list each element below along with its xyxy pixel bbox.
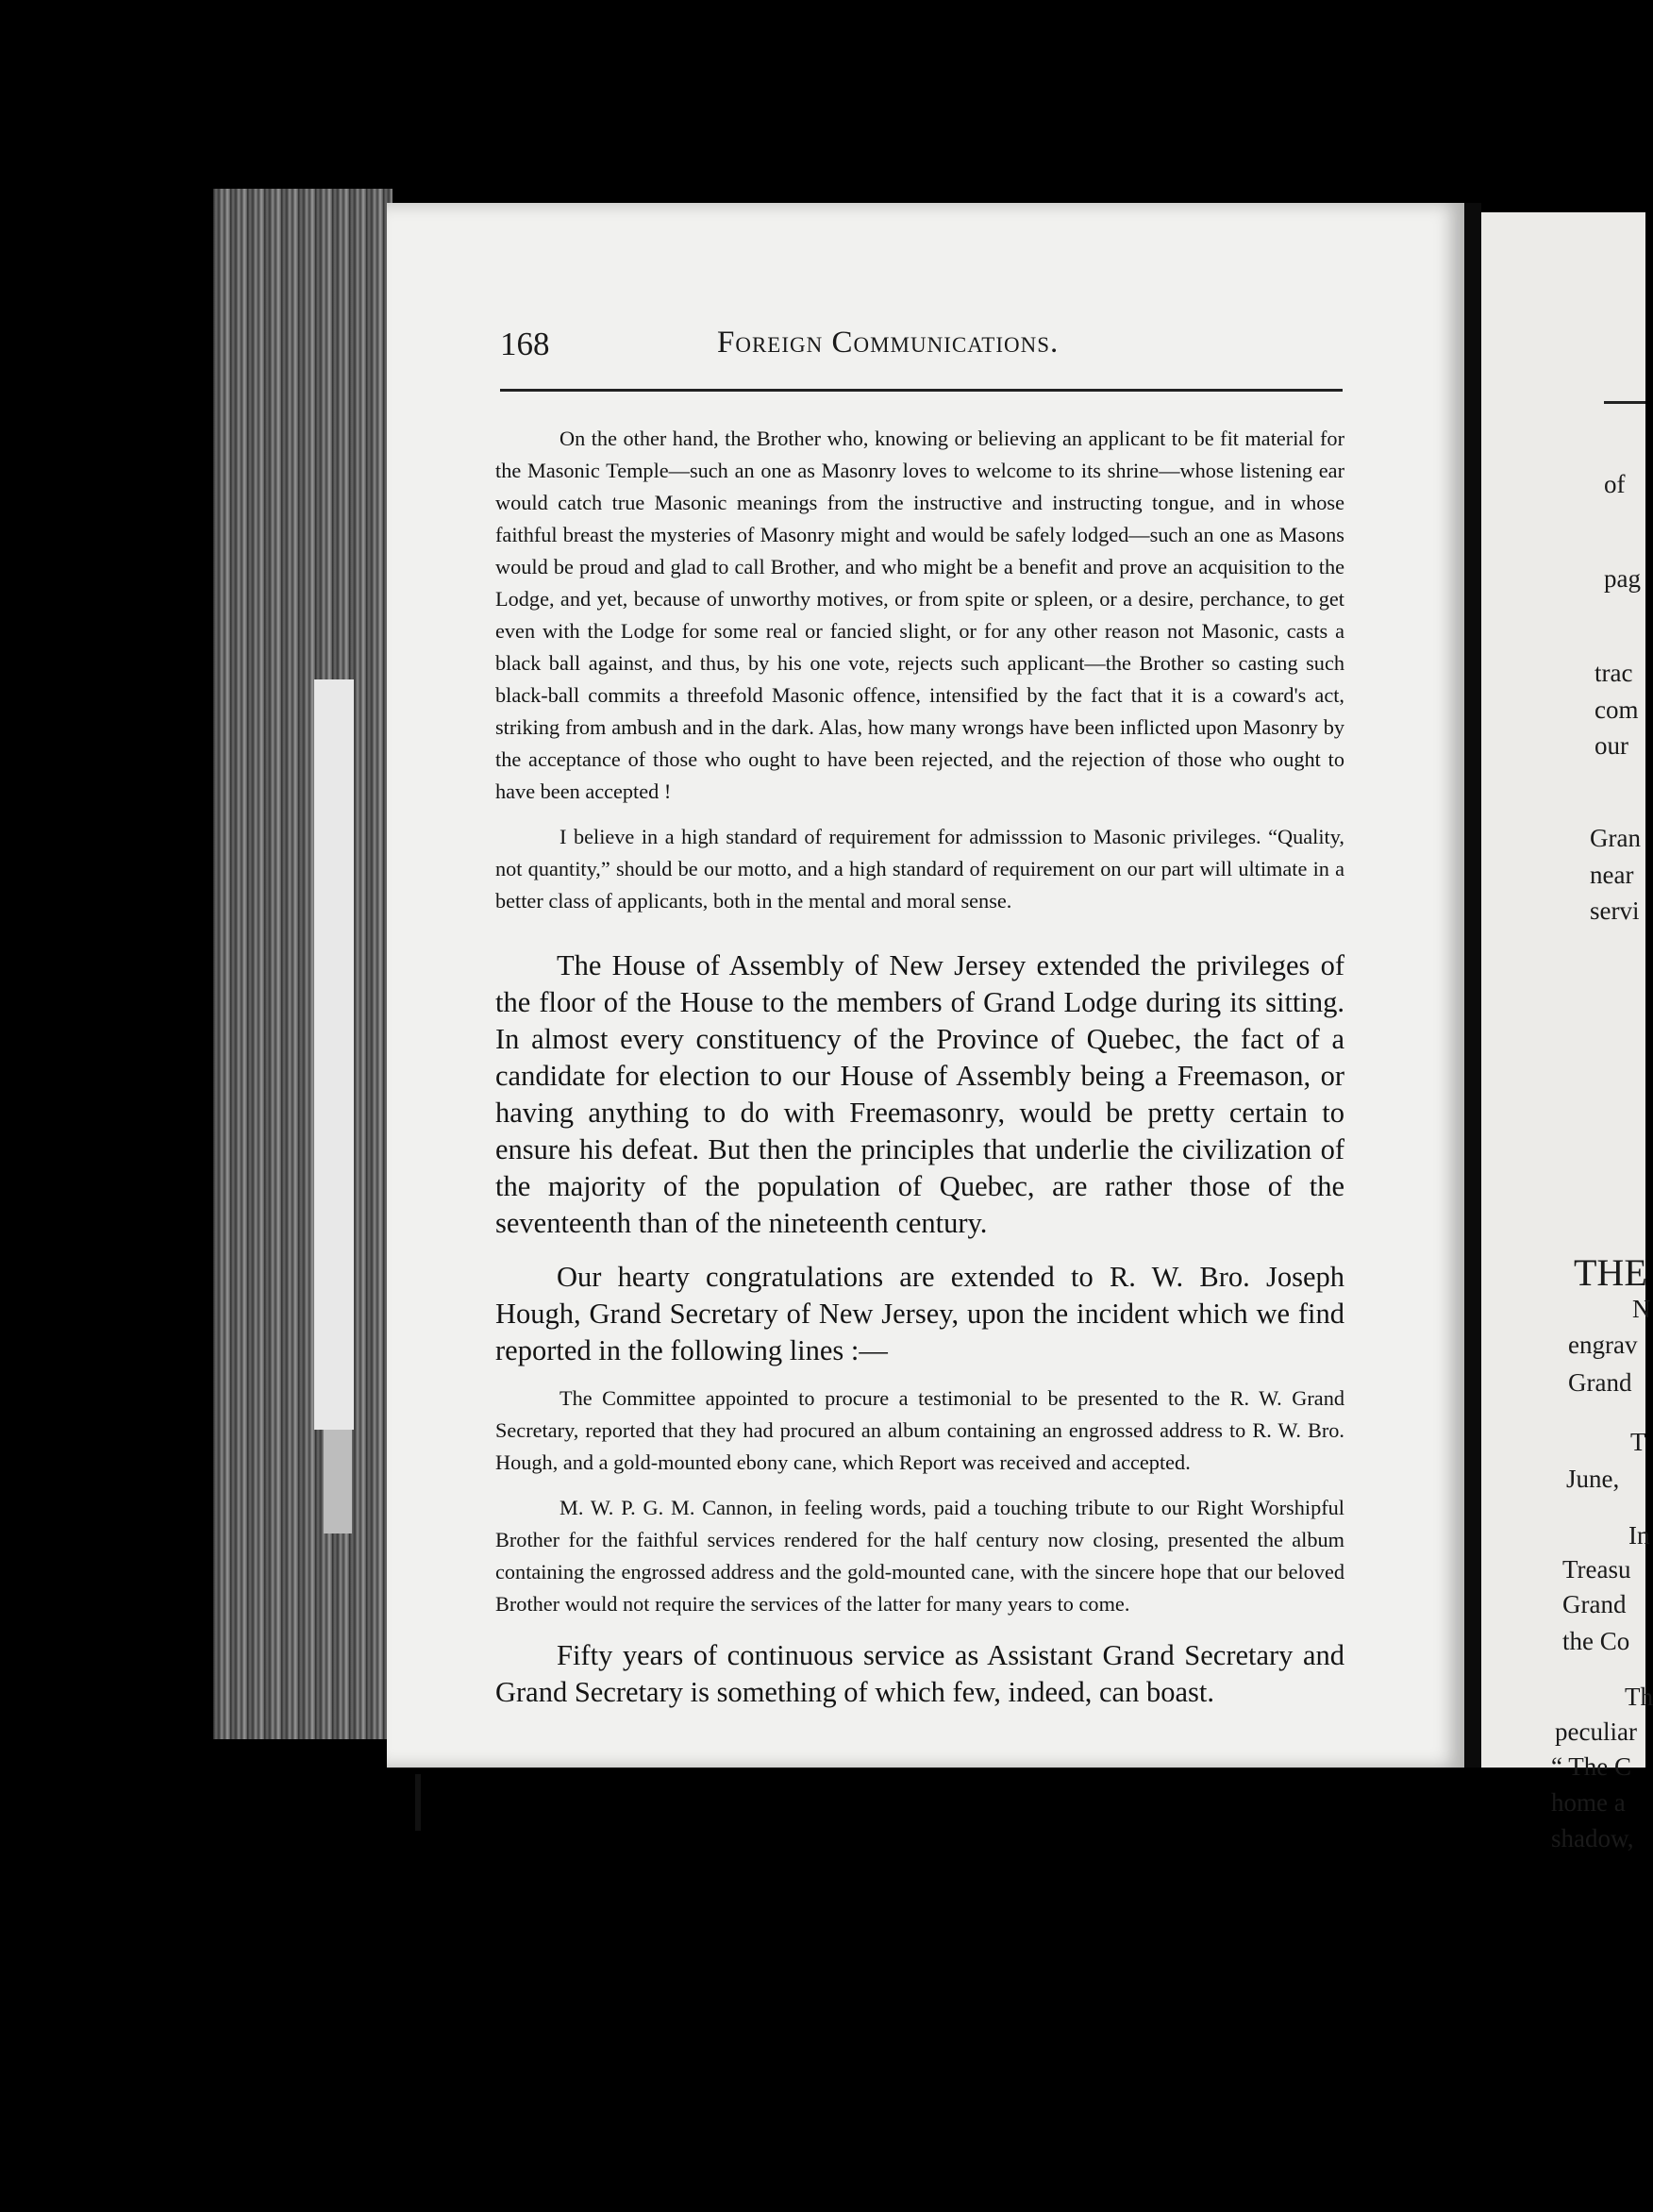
body-paragraph: The House of Assembly of New Jersey extended the privileges of the floor of the House to the members of Grand Lodge during its sitting. In almost every constituency of the Province of Quebec, the fact of a candidate for election to our House of Assembly being a Freemason, or having anything to do with Freemasonry, would be pretty certain to ensure his defeat. But then the principles that underlie the civilization of the majority of the population of Quebec, are rather those of the seventeenth than of the nineteenth century. [495, 949, 1344, 1239]
right-page-fragment: Th [1625, 1683, 1653, 1711]
quoted-paragraph: The Committee appointed to procure a testimonial to be presented to the R. W. Grand Secretary, reported that they had procured an album containing an engrossed address to R. W. Bro. Hough, and a gold-mounted ebony cane, which Report was received and accepted. [495, 1386, 1344, 1474]
page-edge-highlight [314, 679, 354, 1430]
right-page-fragment: In [1628, 1521, 1650, 1550]
margin-mark [415, 1774, 421, 1831]
right-page-fragment: T [1630, 1428, 1646, 1456]
page-header [500, 326, 1343, 373]
right-page-fragment: of [1604, 470, 1626, 498]
right-page-fragment: “ The C [1551, 1752, 1631, 1781]
right-page-fragment: home a [1551, 1788, 1626, 1817]
right-page-fragment: Grand [1562, 1590, 1627, 1618]
right-page-fragment: THE [1574, 1251, 1647, 1294]
right-page-fragment: our [1595, 731, 1628, 760]
right-page [1481, 212, 1645, 1768]
right-page-fragment: Grand [1568, 1368, 1632, 1397]
right-page-fragment: N [1632, 1295, 1651, 1323]
body-text [495, 423, 1344, 1711]
quoted-paragraph: M. W. P. G. M. Cannon, in feeling words, paid a touching tribute to our Right Worshipful Brother for the faithful services rendered for the half century now closing, presented the album containing the engrossed address and the gold-mounted cane, with the sincere hope that our beloved Brother would not require the services of the latter for many years to come. [495, 1496, 1344, 1616]
right-page-fragment: peculiar [1555, 1718, 1637, 1746]
quoted-paragraph: On the other hand, the Brother who, knowing or believing an applicant to be fit material for the Masonic Temple—such an one as Masonry loves to welcome to its shrine—whose listening ear would catch true Masonic meanings from the instructive and instructing tongue, and in whose faithful breast the mysteries of Masonry might and would be safely lodged—such an one as Masons would be proud and glad to call Brother, and who might be a benefit and prove an acquisition to the Lodge, and yet, because of unworthy motives, or from spite or spleen, or a desire, perchance, to get even with the Lodge for some real or fancied slight, or for any other reason not Masonic, casts a black ball against, and thus, by his one vote, rejects such applicant—the Brother so casting such black-ball commits a threefold Masonic offence, intensified by the fact that it is a coward's act, striking from ambush and in the dark. Alas, how many wrongs have been inflicted upon Masonry by the acceptance of those who ought to have been rejected, and the rejection of those who ought to have been accepted ! [495, 427, 1344, 803]
body-paragraph: Fifty years of continuous service as Assistant Grand Secretary and Grand Secretary is something of which few, indeed, can boast. [495, 1639, 1344, 1708]
right-page-fragment: Treasu [1562, 1555, 1631, 1584]
running-head: Foreign Communications. [717, 326, 1060, 360]
page-edge-shadow [324, 1430, 352, 1533]
book-page-edges [213, 189, 392, 1739]
right-page-fragment: Gran [1590, 824, 1641, 852]
right-page-fragment: pag [1604, 564, 1641, 593]
header-rule [500, 389, 1343, 392]
right-page-fragment: com [1595, 695, 1639, 724]
right-page-fragment: servi [1590, 897, 1640, 925]
book-gutter [1464, 203, 1481, 1768]
right-page-fragment: near [1590, 861, 1634, 889]
right-page-fragment: the Co [1562, 1627, 1630, 1655]
right-page-rule [1604, 401, 1645, 404]
quoted-paragraph: I believe in a high standard of requirement for admisssion to Masonic privileges. “Quality, not quantity,” should be our motto, and a high standard of requirement on our part will ultimate in a better class of applicants, both in the mental and moral sense. [495, 825, 1344, 913]
right-page-fragment: June, [1566, 1465, 1620, 1493]
page-number: 168 [500, 326, 550, 362]
right-page-fragment: engrav [1568, 1331, 1638, 1359]
body-paragraph: Our hearty congratulations are extended to R. W. Bro. Joseph Hough, Grand Secretary of New Jersey, upon the incident which we find reported in the following lines :— [495, 1261, 1344, 1366]
right-page-fragment: trac [1595, 659, 1633, 687]
right-page-fragment: shadow, [1551, 1824, 1634, 1852]
